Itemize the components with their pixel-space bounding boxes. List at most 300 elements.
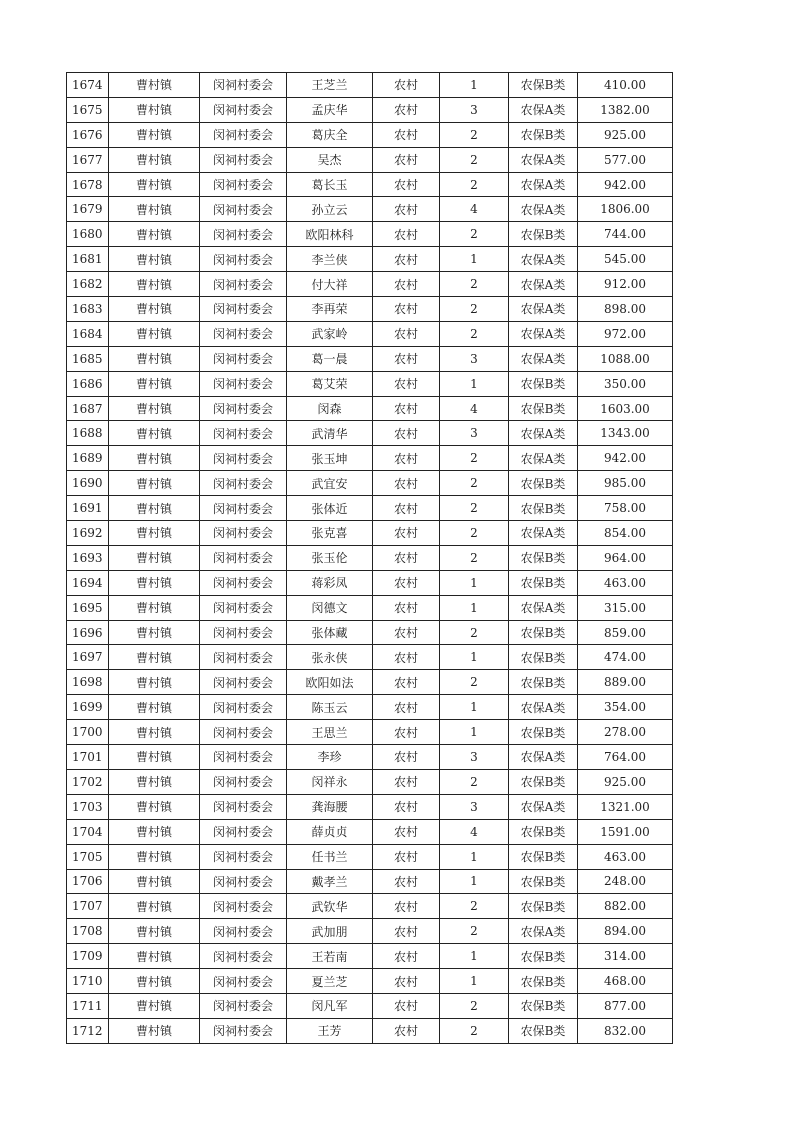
household-type-cell: 农村 [373,147,440,172]
household-type-cell: 农村 [373,595,440,620]
village-committee-cell: 闵祠村委会 [200,73,287,98]
row-number-cell: 1698 [67,670,109,695]
person-name-cell: 薛贞贞 [287,819,373,844]
table-row [67,869,673,894]
table-row [67,595,673,620]
person-name-cell: 王若南 [287,944,373,969]
insurance-category-cell: 农保B类 [509,670,578,695]
insurance-category-cell: 农保A类 [509,745,578,770]
table-row [67,894,673,919]
amount-cell: 1088.00 [578,346,673,371]
town-cell: 曹村镇 [109,645,200,670]
insurance-category-cell: 农保B类 [509,471,578,496]
table-row [67,794,673,819]
table-row [67,570,673,595]
table-row [67,769,673,794]
household-size-cell: 3 [440,794,509,819]
town-cell: 曹村镇 [109,670,200,695]
insurance-category-cell: 农保A类 [509,521,578,546]
amount-cell: 545.00 [578,247,673,272]
row-number-cell: 1696 [67,620,109,645]
person-name-cell: 蒋彩凤 [287,570,373,595]
household-type-cell: 农村 [373,570,440,595]
insurance-category-cell: 农保B类 [509,570,578,595]
town-cell: 曹村镇 [109,844,200,869]
household-type-cell: 农村 [373,471,440,496]
village-committee-cell: 闵祠村委会 [200,620,287,645]
household-type-cell: 农村 [373,620,440,645]
table-row [67,446,673,471]
village-committee-cell: 闵祠村委会 [200,869,287,894]
amount-cell: 764.00 [578,745,673,770]
household-type-cell: 农村 [373,197,440,222]
insurance-category-cell: 农保B类 [509,73,578,98]
row-number-cell: 1700 [67,720,109,745]
village-committee-cell: 闵祠村委会 [200,297,287,322]
household-type-cell: 农村 [373,969,440,994]
household-size-cell: 1 [440,969,509,994]
row-number-cell: 1707 [67,894,109,919]
household-type-cell: 农村 [373,645,440,670]
table-row [67,272,673,297]
village-committee-cell: 闵祠村委会 [200,321,287,346]
insurance-category-cell: 农保B类 [509,869,578,894]
row-number-cell: 1683 [67,297,109,322]
town-cell: 曹村镇 [109,197,200,222]
amount-cell: 925.00 [578,769,673,794]
table-row [67,73,673,98]
insurance-category-cell: 农保B类 [509,645,578,670]
household-type-cell: 农村 [373,297,440,322]
table-row [67,844,673,869]
household-type-cell: 农村 [373,122,440,147]
village-committee-cell: 闵祠村委会 [200,172,287,197]
person-name-cell: 武家岭 [287,321,373,346]
household-type-cell: 农村 [373,272,440,297]
row-number-cell: 1681 [67,247,109,272]
village-committee-cell: 闵祠村委会 [200,496,287,521]
insurance-category-cell: 农保A类 [509,695,578,720]
household-size-cell: 2 [440,122,509,147]
row-number-cell: 1682 [67,272,109,297]
household-type-cell: 农村 [373,396,440,421]
village-committee-cell: 闵祠村委会 [200,894,287,919]
row-number-cell: 1684 [67,321,109,346]
row-number-cell: 1685 [67,346,109,371]
person-name-cell: 张体藏 [287,620,373,645]
insurance-category-cell: 农保A类 [509,595,578,620]
town-cell: 曹村镇 [109,521,200,546]
row-number-cell: 1695 [67,595,109,620]
amount-cell: 882.00 [578,894,673,919]
household-size-cell: 1 [440,695,509,720]
table-row [67,969,673,994]
household-size-cell: 1 [440,869,509,894]
village-committee-cell: 闵祠村委会 [200,745,287,770]
village-committee-cell: 闵祠村委会 [200,247,287,272]
town-cell: 曹村镇 [109,471,200,496]
amount-cell: 877.00 [578,993,673,1018]
person-name-cell: 龚海腰 [287,794,373,819]
village-committee-cell: 闵祠村委会 [200,570,287,595]
person-name-cell: 欧阳如法 [287,670,373,695]
insurance-category-cell: 农保B类 [509,993,578,1018]
household-type-cell: 农村 [373,894,440,919]
row-number-cell: 1674 [67,73,109,98]
table-row [67,471,673,496]
row-number-cell: 1710 [67,969,109,994]
person-name-cell: 张玉坤 [287,446,373,471]
household-type-cell: 农村 [373,321,440,346]
insurance-category-cell: 农保B类 [509,894,578,919]
household-type-cell: 农村 [373,695,440,720]
household-size-cell: 1 [440,247,509,272]
person-name-cell: 张体近 [287,496,373,521]
insurance-category-cell: 农保B类 [509,620,578,645]
insurance-category-cell: 农保A类 [509,97,578,122]
town-cell: 曹村镇 [109,993,200,1018]
household-size-cell: 1 [440,944,509,969]
village-committee-cell: 闵祠村委会 [200,521,287,546]
person-name-cell: 葛庆全 [287,122,373,147]
amount-cell: 964.00 [578,545,673,570]
village-committee-cell: 闵祠村委会 [200,695,287,720]
row-number-cell: 1712 [67,1018,109,1043]
household-type-cell: 农村 [373,371,440,396]
amount-cell: 463.00 [578,570,673,595]
household-type-cell: 农村 [373,247,440,272]
town-cell: 曹村镇 [109,122,200,147]
table-row [67,1018,673,1043]
household-size-cell: 2 [440,272,509,297]
insurance-category-cell: 农保B类 [509,819,578,844]
person-name-cell: 夏兰芝 [287,969,373,994]
household-type-cell: 农村 [373,1018,440,1043]
row-number-cell: 1678 [67,172,109,197]
household-size-cell: 1 [440,371,509,396]
records-table [66,72,673,1044]
table-row [67,819,673,844]
amount-cell: 925.00 [578,122,673,147]
household-type-cell: 农村 [373,819,440,844]
household-type-cell: 农村 [373,919,440,944]
row-number-cell: 1708 [67,919,109,944]
household-size-cell: 3 [440,97,509,122]
insurance-category-cell: 农保B类 [509,969,578,994]
amount-cell: 985.00 [578,471,673,496]
person-name-cell: 孙立云 [287,197,373,222]
household-size-cell: 1 [440,844,509,869]
amount-cell: 278.00 [578,720,673,745]
row-number-cell: 1680 [67,222,109,247]
village-committee-cell: 闵祠村委会 [200,197,287,222]
household-size-cell: 2 [440,670,509,695]
table-row [67,421,673,446]
table-row [67,147,673,172]
insurance-category-cell: 农保B类 [509,122,578,147]
row-number-cell: 1694 [67,570,109,595]
insurance-category-cell: 农保A类 [509,346,578,371]
insurance-category-cell: 农保B类 [509,496,578,521]
household-size-cell: 1 [440,595,509,620]
town-cell: 曹村镇 [109,894,200,919]
amount-cell: 894.00 [578,919,673,944]
household-size-cell: 3 [440,421,509,446]
town-cell: 曹村镇 [109,297,200,322]
amount-cell: 577.00 [578,147,673,172]
row-number-cell: 1699 [67,695,109,720]
town-cell: 曹村镇 [109,794,200,819]
household-size-cell: 2 [440,993,509,1018]
insurance-category-cell: 农保B类 [509,720,578,745]
village-committee-cell: 闵祠村委会 [200,97,287,122]
insurance-category-cell: 农保A类 [509,147,578,172]
village-committee-cell: 闵祠村委会 [200,969,287,994]
person-name-cell: 付大祥 [287,272,373,297]
insurance-category-cell: 农保A类 [509,197,578,222]
town-cell: 曹村镇 [109,595,200,620]
person-name-cell: 闵凡军 [287,993,373,1018]
town-cell: 曹村镇 [109,346,200,371]
village-committee-cell: 闵祠村委会 [200,396,287,421]
row-number-cell: 1704 [67,819,109,844]
village-committee-cell: 闵祠村委会 [200,645,287,670]
person-name-cell: 陈玉云 [287,695,373,720]
household-type-cell: 农村 [373,346,440,371]
village-committee-cell: 闵祠村委会 [200,919,287,944]
amount-cell: 474.00 [578,645,673,670]
person-name-cell: 孟庆华 [287,97,373,122]
household-size-cell: 2 [440,297,509,322]
household-size-cell: 2 [440,545,509,570]
amount-cell: 315.00 [578,595,673,620]
table-row [67,745,673,770]
village-committee-cell: 闵祠村委会 [200,720,287,745]
table-row [67,122,673,147]
table-row [67,545,673,570]
table-row [67,919,673,944]
household-type-cell: 农村 [373,745,440,770]
row-number-cell: 1677 [67,147,109,172]
table-row [67,645,673,670]
person-name-cell: 李再荣 [287,297,373,322]
row-number-cell: 1675 [67,97,109,122]
person-name-cell: 戴孝兰 [287,869,373,894]
person-name-cell: 任书兰 [287,844,373,869]
village-committee-cell: 闵祠村委会 [200,446,287,471]
household-size-cell: 2 [440,172,509,197]
amount-cell: 248.00 [578,869,673,894]
town-cell: 曹村镇 [109,969,200,994]
village-committee-cell: 闵祠村委会 [200,371,287,396]
town-cell: 曹村镇 [109,272,200,297]
insurance-category-cell: 农保A类 [509,172,578,197]
town-cell: 曹村镇 [109,1018,200,1043]
household-type-cell: 农村 [373,97,440,122]
row-number-cell: 1706 [67,869,109,894]
household-type-cell: 农村 [373,222,440,247]
amount-cell: 942.00 [578,446,673,471]
town-cell: 曹村镇 [109,944,200,969]
household-type-cell: 农村 [373,794,440,819]
row-number-cell: 1705 [67,844,109,869]
town-cell: 曹村镇 [109,396,200,421]
household-size-cell: 1 [440,645,509,670]
household-type-cell: 农村 [373,172,440,197]
amount-cell: 898.00 [578,297,673,322]
village-committee-cell: 闵祠村委会 [200,595,287,620]
insurance-category-cell: 农保B类 [509,769,578,794]
village-committee-cell: 闵祠村委会 [200,1018,287,1043]
table-row [67,197,673,222]
household-type-cell: 农村 [373,670,440,695]
household-size-cell: 1 [440,73,509,98]
town-cell: 曹村镇 [109,819,200,844]
row-number-cell: 1701 [67,745,109,770]
person-name-cell: 葛长玉 [287,172,373,197]
town-cell: 曹村镇 [109,695,200,720]
row-number-cell: 1687 [67,396,109,421]
town-cell: 曹村镇 [109,371,200,396]
row-number-cell: 1709 [67,944,109,969]
household-size-cell: 2 [440,446,509,471]
village-committee-cell: 闵祠村委会 [200,421,287,446]
table-row [67,620,673,645]
person-name-cell: 李兰侠 [287,247,373,272]
household-size-cell: 3 [440,346,509,371]
household-size-cell: 2 [440,222,509,247]
person-name-cell: 武宜安 [287,471,373,496]
household-size-cell: 4 [440,197,509,222]
person-name-cell: 武清华 [287,421,373,446]
town-cell: 曹村镇 [109,869,200,894]
insurance-category-cell: 农保B类 [509,844,578,869]
household-size-cell: 4 [440,819,509,844]
insurance-category-cell: 农保A类 [509,446,578,471]
insurance-category-cell: 农保B类 [509,1018,578,1043]
household-type-cell: 农村 [373,944,440,969]
insurance-category-cell: 农保B类 [509,222,578,247]
person-name-cell: 王思兰 [287,720,373,745]
insurance-category-cell: 农保B类 [509,545,578,570]
amount-cell: 744.00 [578,222,673,247]
table-row [67,321,673,346]
household-size-cell: 2 [440,769,509,794]
household-size-cell: 2 [440,894,509,919]
household-type-cell: 农村 [373,993,440,1018]
person-name-cell: 张永侠 [287,645,373,670]
person-name-cell: 葛艾荣 [287,371,373,396]
town-cell: 曹村镇 [109,247,200,272]
household-size-cell: 2 [440,471,509,496]
row-number-cell: 1711 [67,993,109,1018]
person-name-cell: 吴杰 [287,147,373,172]
village-committee-cell: 闵祠村委会 [200,222,287,247]
amount-cell: 854.00 [578,521,673,546]
amount-cell: 889.00 [578,670,673,695]
table-row [67,346,673,371]
village-committee-cell: 闵祠村委会 [200,769,287,794]
household-type-cell: 农村 [373,545,440,570]
insurance-category-cell: 农保B类 [509,944,578,969]
table-row [67,695,673,720]
insurance-category-cell: 农保B类 [509,371,578,396]
household-type-cell: 农村 [373,844,440,869]
table-row [67,97,673,122]
person-name-cell: 闵德文 [287,595,373,620]
amount-cell: 832.00 [578,1018,673,1043]
row-number-cell: 1692 [67,521,109,546]
household-size-cell: 2 [440,521,509,546]
person-name-cell: 葛一晨 [287,346,373,371]
table-row [67,247,673,272]
town-cell: 曹村镇 [109,147,200,172]
amount-cell: 972.00 [578,321,673,346]
person-name-cell: 欧阳林科 [287,222,373,247]
amount-cell: 410.00 [578,73,673,98]
household-size-cell: 2 [440,620,509,645]
village-committee-cell: 闵祠村委会 [200,346,287,371]
household-size-cell: 3 [440,745,509,770]
town-cell: 曹村镇 [109,97,200,122]
table-row [67,371,673,396]
town-cell: 曹村镇 [109,570,200,595]
row-number-cell: 1690 [67,471,109,496]
household-type-cell: 农村 [373,521,440,546]
insurance-category-cell: 农保A类 [509,421,578,446]
table-row [67,670,673,695]
village-committee-cell: 闵祠村委会 [200,944,287,969]
insurance-category-cell: 农保A类 [509,919,578,944]
household-size-cell: 1 [440,720,509,745]
amount-cell: 354.00 [578,695,673,720]
town-cell: 曹村镇 [109,222,200,247]
table-row [67,944,673,969]
person-name-cell: 张玉伦 [287,545,373,570]
row-number-cell: 1703 [67,794,109,819]
table-row [67,396,673,421]
household-size-cell: 2 [440,1018,509,1043]
amount-cell: 1806.00 [578,197,673,222]
row-number-cell: 1689 [67,446,109,471]
amount-cell: 1321.00 [578,794,673,819]
town-cell: 曹村镇 [109,446,200,471]
village-committee-cell: 闵祠村委会 [200,794,287,819]
town-cell: 曹村镇 [109,745,200,770]
town-cell: 曹村镇 [109,720,200,745]
amount-cell: 350.00 [578,371,673,396]
row-number-cell: 1697 [67,645,109,670]
table-row [67,720,673,745]
person-name-cell: 闵森 [287,396,373,421]
insurance-category-cell: 农保B类 [509,396,578,421]
village-committee-cell: 闵祠村委会 [200,670,287,695]
insurance-category-cell: 农保A类 [509,247,578,272]
household-type-cell: 农村 [373,446,440,471]
village-committee-cell: 闵祠村委会 [200,844,287,869]
household-size-cell: 2 [440,919,509,944]
amount-cell: 1343.00 [578,421,673,446]
row-number-cell: 1676 [67,122,109,147]
household-type-cell: 农村 [373,869,440,894]
household-type-cell: 农村 [373,73,440,98]
insurance-category-cell: 农保A类 [509,794,578,819]
household-type-cell: 农村 [373,421,440,446]
amount-cell: 314.00 [578,944,673,969]
town-cell: 曹村镇 [109,321,200,346]
village-committee-cell: 闵祠村委会 [200,471,287,496]
town-cell: 曹村镇 [109,172,200,197]
